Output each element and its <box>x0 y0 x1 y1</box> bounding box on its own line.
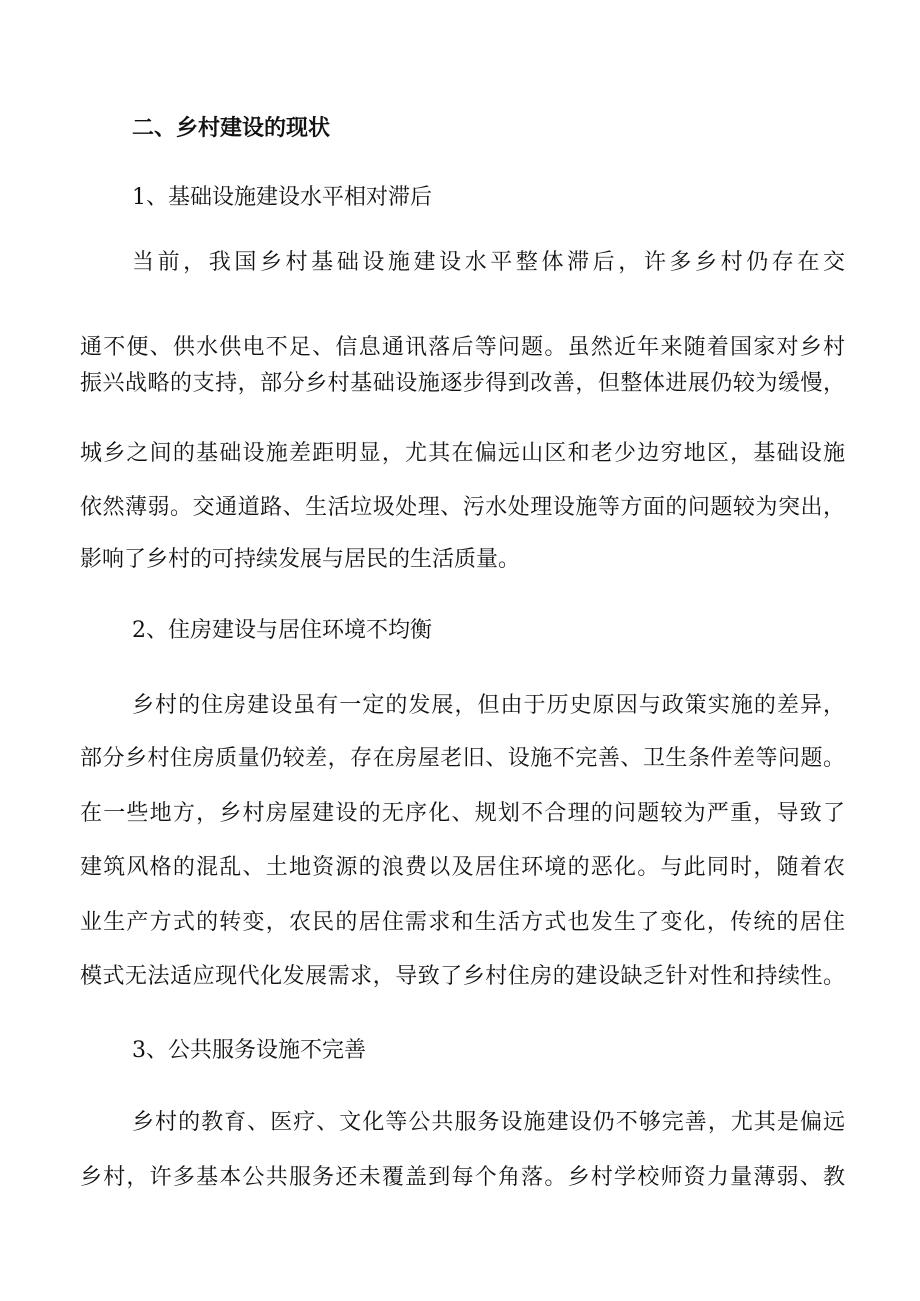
paragraph-1-line-6: 影响了乡村的可持续发展与居民的生活质量。 <box>80 547 521 572</box>
paragraph-1-line-3: 振兴战略的支持，部分乡村基础设施逐步得到改善，但整体进展仍较为缓慢， <box>80 371 845 396</box>
section-title: 二、乡村建设的现状 <box>132 115 331 141</box>
paragraph-1-line-1: 当前，我国乡村基础设施建设水平整体滞后，许多乡村仍存在交 <box>132 250 845 275</box>
subsection-heading-3: 3、公共服务设施不完善 <box>132 1038 366 1063</box>
paragraph-1-line-2: 通不便、供水供电不足、信息通讯落后等问题。虽然近年来随着国家对乡村 <box>80 335 845 360</box>
paragraph-3-line-1: 乡村的教育、医疗、文化等公共服务设施建设仍不够完善，尤其是偏远 <box>132 1110 845 1135</box>
paragraph-2-line-4: 建筑风格的混乱、土地资源的浪费以及居住环境的恶化。与此同时，随着农 <box>80 855 845 880</box>
paragraph-2-line-3: 在一些地方，乡村房屋建设的无序化、规划不合理的问题较为严重，导致了 <box>80 801 845 826</box>
paragraph-2-line-6: 模式无法适应现代化发展需求，导致了乡村住房的建设缺乏针对性和持续性。 <box>80 964 845 989</box>
paragraph-3-line-2: 乡村，许多基本公共服务还未覆盖到每个角落。乡村学校师资力量薄弱、教 <box>80 1165 845 1190</box>
paragraph-2-line-5: 业生产方式的转变，农民的居住需求和生活方式也发生了变化，传统的居住 <box>80 910 845 935</box>
paragraph-2-line-2: 部分乡村住房质量仍较差，存在房屋老旧、设施不完善、卫生条件差等问题。 <box>80 746 845 771</box>
paragraph-2-line-1: 乡村的住房建设虽有一定的发展，但由于历史原因与政策实施的差异， <box>132 693 845 718</box>
subsection-heading-1: 1、基础设施建设水平相对滞后 <box>132 185 432 210</box>
paragraph-1-line-4: 城乡之间的基础设施差距明显，尤其在偏远山区和老少边穷地区，基础设施 <box>80 441 845 466</box>
paragraph-1-line-5: 依然薄弱。交通道路、生活垃圾处理、污水处理设施等方面的问题较为突出， <box>80 495 845 520</box>
subsection-heading-2: 2、住房建设与居住环境不均衡 <box>132 618 432 643</box>
